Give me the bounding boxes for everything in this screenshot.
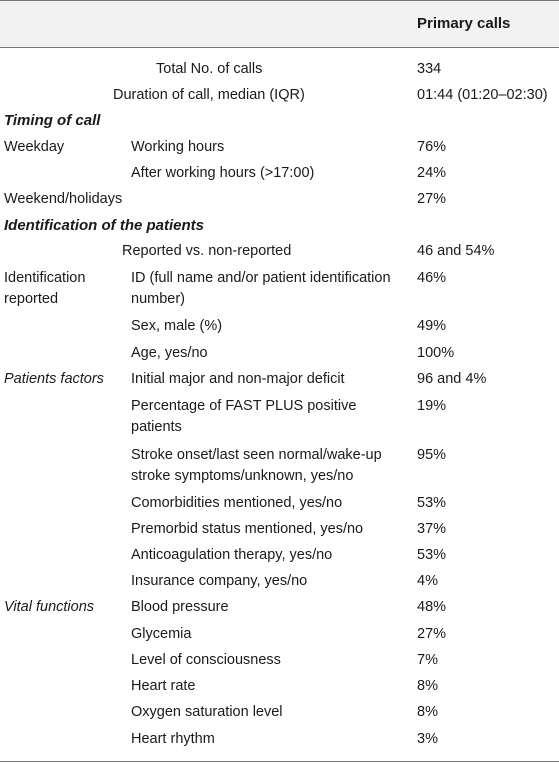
blood-pressure-value: 48% [417,599,447,615]
consciousness-value: 7% [417,652,438,668]
fast-plus-value: 19% [417,398,447,414]
insurance-label: Insurance company, yes/no [131,573,308,589]
oxygen-saturation-label: Oxygen saturation level [131,704,283,720]
heart-rhythm-label: Heart rhythm [131,731,215,747]
deficit-label: Initial major and non-major deficit [131,371,345,387]
heart-rhythm-value: 3% [417,731,438,747]
duration-value: 01:44 (01:20–02:30) [417,87,548,103]
glycemia-label: Glycemia [131,626,192,642]
after-hours-value: 24% [417,165,447,181]
heart-rate-label: Heart rate [131,678,196,694]
insurance-value: 4% [417,573,438,589]
bottom-rule [0,761,559,762]
consciousness-label: Level of consciousness [131,652,281,668]
premorbid-value: 37% [417,521,447,537]
stroke-onset-label-line1: Stroke onset/last seen normal/wake-up [131,447,382,463]
anticoagulation-value: 53% [417,547,447,563]
patients-factors-group: Patients factors [4,371,104,387]
working-hours-label: Working hours [131,139,225,155]
comorbidities-value: 53% [417,495,447,511]
glycemia-value: 27% [417,626,447,642]
reported-label: Reported vs. non-reported [122,243,292,259]
age-label: Age, yes/no [131,345,208,361]
weekend-value: 27% [417,191,447,207]
id-label-line1: ID (full name and/or patient identification [131,270,391,286]
fast-plus-label-line1: Percentage of FAST PLUS positive [131,398,357,414]
sex-label: Sex, male (%) [131,318,223,334]
premorbid-label: Premorbid status mentioned, yes/no [131,521,364,537]
top-rule [0,0,559,1]
id-value: 46% [417,270,447,286]
column-header-primary-calls: Primary calls [417,15,511,32]
reported-value: 46 and 54% [417,243,495,259]
heart-rate-value: 8% [417,678,438,694]
total-calls-label: Total No. of calls [156,61,263,77]
stroke-onset-label-line2: stroke symptoms/unknown, yes/no [131,468,354,484]
deficit-value: 96 and 4% [417,371,487,387]
after-hours-label: After working hours (>17:00) [131,165,315,181]
fast-plus-label-line2: patients [131,419,182,435]
section-timing-of-call: Timing of call [4,112,101,129]
sex-value: 49% [417,318,447,334]
weekday-group-label: Weekday [4,139,65,155]
vital-functions-group: Vital functions [4,599,95,615]
anticoagulation-label: Anticoagulation therapy, yes/no [131,547,333,563]
header-rule [0,47,559,48]
identification-group-line1: Identification [4,270,86,286]
stroke-onset-value: 95% [417,447,447,463]
working-hours-value: 76% [417,139,447,155]
age-value: 100% [417,345,455,361]
identification-group-line2: reported [4,291,59,307]
id-label-line2: number) [131,291,185,307]
blood-pressure-label: Blood pressure [131,599,229,615]
comorbidities-label: Comorbidities mentioned, yes/no [131,495,343,511]
total-calls-value: 334 [417,61,442,77]
weekend-label: Weekend/holidays [4,191,123,207]
duration-label: Duration of call, median (IQR) [113,87,305,103]
oxygen-saturation-value: 8% [417,704,438,720]
section-identification: Identification of the patients [4,217,205,234]
